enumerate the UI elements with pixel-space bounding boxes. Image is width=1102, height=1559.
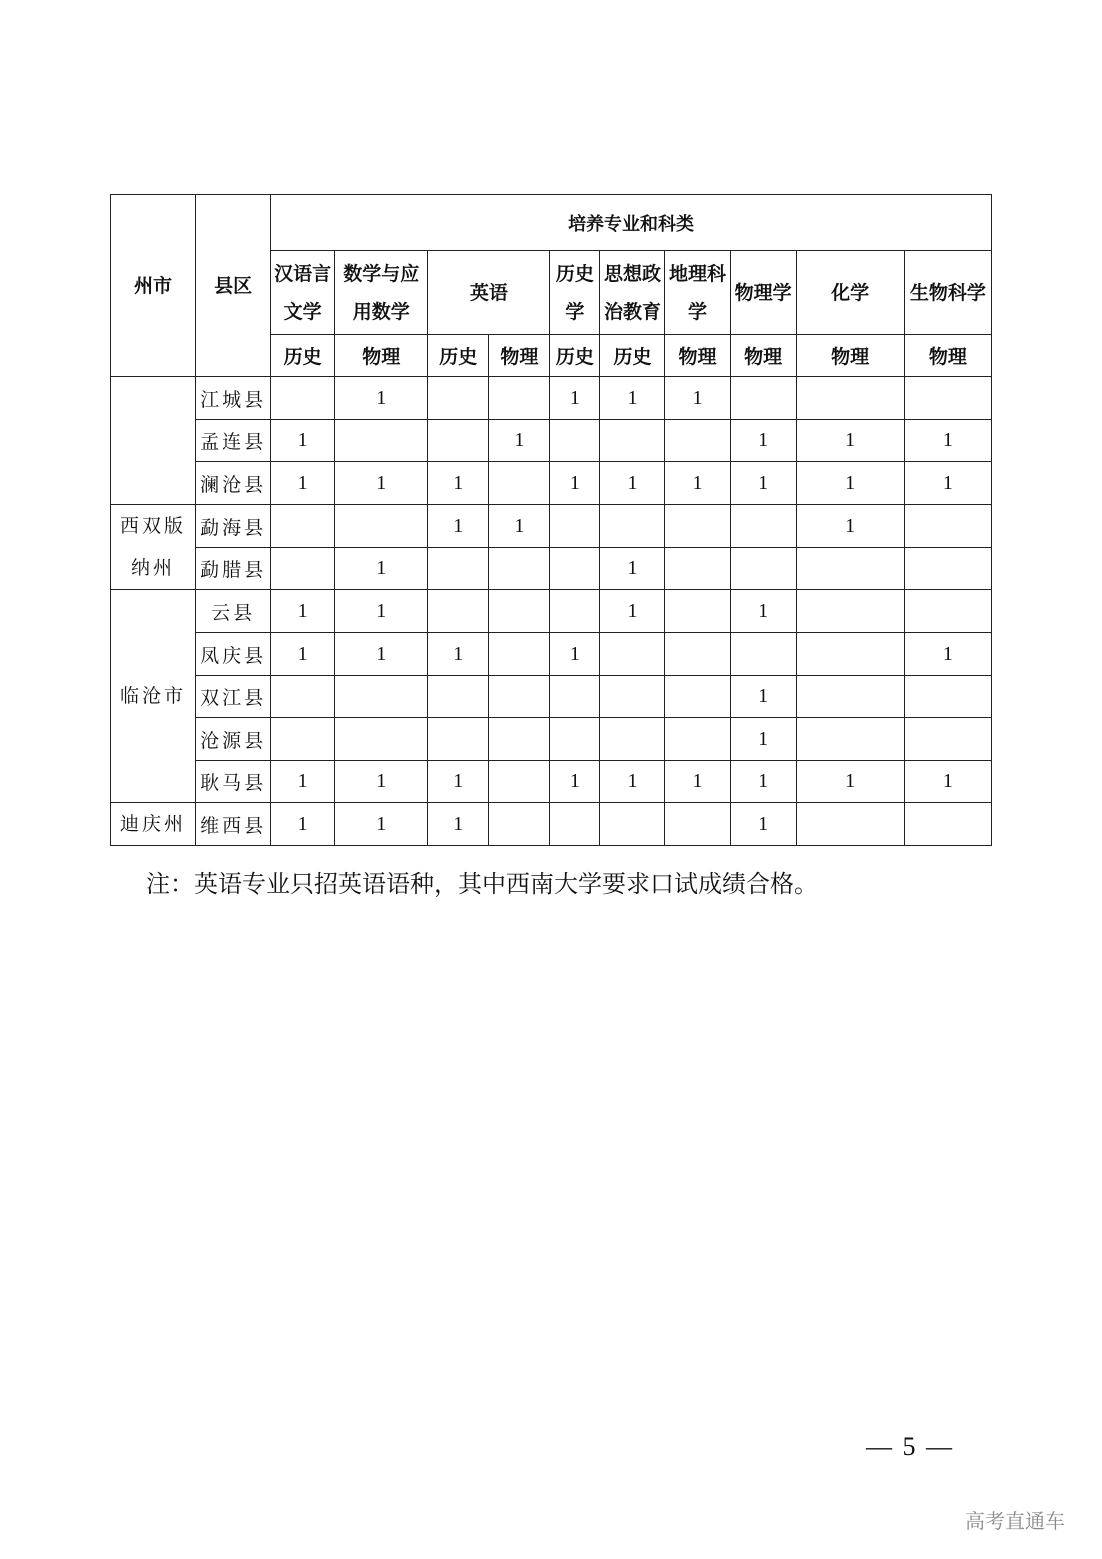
value-cell: 1 [489, 420, 550, 462]
value-cell: 1 [428, 505, 489, 548]
value-cell [665, 633, 730, 676]
table-row [111, 420, 992, 462]
county-cell: 维西县 [196, 803, 271, 846]
value-cell: 1 [796, 761, 904, 803]
value-cell [335, 718, 428, 761]
watermark: 高考直通车 [965, 1509, 1065, 1533]
value-cell [550, 803, 600, 846]
value-cell [489, 676, 550, 718]
value-cell [489, 462, 550, 505]
value-cell: 1 [271, 803, 335, 846]
header-major: 生物科学 [904, 251, 991, 335]
city-cell: 临沧市 [111, 590, 196, 803]
table-note: 注：英语专业只招英语语种，其中西南大学要求口试成绩合格。 [146, 870, 818, 898]
value-cell [489, 377, 550, 420]
value-cell: 1 [335, 590, 428, 633]
value-cell [335, 420, 428, 462]
value-cell [271, 676, 335, 718]
value-cell: 1 [428, 803, 489, 846]
value-cell [796, 633, 904, 676]
value-cell [335, 676, 428, 718]
value-cell [271, 548, 335, 590]
value-cell [665, 590, 730, 633]
value-cell [550, 590, 600, 633]
value-cell: 1 [335, 761, 428, 803]
value-cell: 1 [904, 420, 991, 462]
table-row [111, 761, 992, 803]
value-cell [904, 718, 991, 761]
value-cell: 1 [904, 462, 991, 505]
value-cell [600, 505, 665, 548]
value-cell [665, 505, 730, 548]
header-major: 物理学 [730, 251, 796, 335]
value-cell [550, 420, 600, 462]
value-cell [271, 718, 335, 761]
value-cell: 1 [550, 377, 600, 420]
header-subject: 历史 [600, 335, 665, 377]
city-cell: 西双版纳州 [111, 505, 196, 590]
value-cell [904, 377, 991, 420]
value-cell [904, 548, 991, 590]
header-group: 培养专业和科类 [271, 195, 992, 251]
header-subject: 物理 [730, 335, 796, 377]
value-cell: 1 [600, 590, 665, 633]
value-cell: 1 [730, 761, 796, 803]
value-cell [550, 548, 600, 590]
city-cell: 迪庆州 [111, 803, 196, 846]
value-cell [600, 718, 665, 761]
value-cell [600, 420, 665, 462]
county-cell: 澜沧县 [196, 462, 271, 505]
table-row [111, 803, 992, 846]
value-cell [730, 633, 796, 676]
value-cell [428, 377, 489, 420]
page-number: — 5 — [866, 1432, 954, 1461]
header-major: 汉语言文学 [271, 251, 335, 335]
value-cell [600, 676, 665, 718]
header-major: 数学与应用数学 [335, 251, 428, 335]
value-cell: 1 [550, 462, 600, 505]
value-cell: 1 [335, 633, 428, 676]
value-cell [796, 590, 904, 633]
value-cell: 1 [335, 803, 428, 846]
header-subject: 物理 [904, 335, 991, 377]
county-cell: 双江县 [196, 676, 271, 718]
value-cell: 1 [489, 505, 550, 548]
value-cell: 1 [271, 761, 335, 803]
value-cell [796, 676, 904, 718]
header-county: 县区 [196, 195, 271, 377]
header-subject: 历史 [428, 335, 489, 377]
value-cell: 1 [730, 803, 796, 846]
value-cell: 1 [550, 633, 600, 676]
value-cell: 1 [665, 462, 730, 505]
value-cell: 1 [600, 548, 665, 590]
value-cell: 1 [904, 761, 991, 803]
quota-table [110, 194, 992, 846]
value-cell [428, 676, 489, 718]
value-cell: 1 [730, 718, 796, 761]
county-cell: 孟连县 [196, 420, 271, 462]
county-cell: 江城县 [196, 377, 271, 420]
table-row [111, 505, 992, 548]
table-row [111, 718, 992, 761]
city-cell [111, 377, 196, 505]
value-cell [550, 718, 600, 761]
header-subject: 历史 [550, 335, 600, 377]
value-cell: 1 [271, 633, 335, 676]
header-city: 州市 [111, 195, 196, 377]
value-cell [489, 718, 550, 761]
value-cell: 1 [271, 590, 335, 633]
value-cell [428, 590, 489, 633]
header-major: 思想政治教育 [600, 251, 665, 335]
value-cell: 1 [335, 462, 428, 505]
value-cell: 1 [600, 761, 665, 803]
value-cell [665, 803, 730, 846]
value-cell [428, 548, 489, 590]
value-cell [904, 505, 991, 548]
value-cell [730, 548, 796, 590]
value-cell [600, 633, 665, 676]
value-cell [489, 633, 550, 676]
county-cell: 耿马县 [196, 761, 271, 803]
value-cell: 1 [730, 590, 796, 633]
value-cell [796, 377, 904, 420]
header-subject: 物理 [335, 335, 428, 377]
table-row [111, 462, 992, 505]
value-cell [489, 803, 550, 846]
value-cell: 1 [600, 377, 665, 420]
header-subject: 物理 [796, 335, 904, 377]
value-cell: 1 [730, 420, 796, 462]
value-cell [489, 548, 550, 590]
county-cell: 勐海县 [196, 505, 271, 548]
value-cell [904, 590, 991, 633]
value-cell [796, 718, 904, 761]
value-cell [600, 803, 665, 846]
value-cell [904, 676, 991, 718]
value-cell: 1 [730, 462, 796, 505]
value-cell: 1 [271, 420, 335, 462]
county-cell: 沧源县 [196, 718, 271, 761]
value-cell [796, 803, 904, 846]
value-cell: 1 [730, 676, 796, 718]
county-cell: 凤庆县 [196, 633, 271, 676]
table-row [111, 633, 992, 676]
header-subject: 物理 [489, 335, 550, 377]
value-cell: 1 [335, 548, 428, 590]
table-row [111, 377, 992, 420]
value-cell: 1 [428, 462, 489, 505]
value-cell [428, 420, 489, 462]
table-row [111, 590, 992, 633]
value-cell: 1 [600, 462, 665, 505]
value-cell: 1 [796, 462, 904, 505]
value-cell [550, 505, 600, 548]
value-cell: 1 [550, 761, 600, 803]
value-cell: 1 [665, 761, 730, 803]
value-cell [271, 377, 335, 420]
value-cell [489, 761, 550, 803]
value-cell [665, 676, 730, 718]
table-row [111, 548, 992, 590]
value-cell [489, 590, 550, 633]
value-cell: 1 [665, 377, 730, 420]
header-subject: 历史 [271, 335, 335, 377]
value-cell [665, 718, 730, 761]
value-cell [730, 505, 796, 548]
header-major: 化学 [796, 251, 904, 335]
value-cell [665, 420, 730, 462]
table-row [111, 676, 992, 718]
value-cell: 1 [335, 377, 428, 420]
header-major: 英语 [428, 251, 550, 335]
value-cell [730, 377, 796, 420]
value-cell: 1 [904, 633, 991, 676]
value-cell [335, 505, 428, 548]
value-cell: 1 [271, 462, 335, 505]
value-cell: 1 [428, 761, 489, 803]
value-cell [904, 803, 991, 846]
header-subject: 物理 [665, 335, 730, 377]
county-cell: 云县 [196, 590, 271, 633]
value-cell: 1 [796, 505, 904, 548]
value-cell [796, 548, 904, 590]
value-cell [428, 718, 489, 761]
county-cell: 勐腊县 [196, 548, 271, 590]
value-cell [550, 676, 600, 718]
value-cell [271, 505, 335, 548]
value-cell [665, 548, 730, 590]
header-major: 历史学 [550, 251, 600, 335]
header-major: 地理科学 [665, 251, 730, 335]
value-cell: 1 [796, 420, 904, 462]
value-cell: 1 [428, 633, 489, 676]
